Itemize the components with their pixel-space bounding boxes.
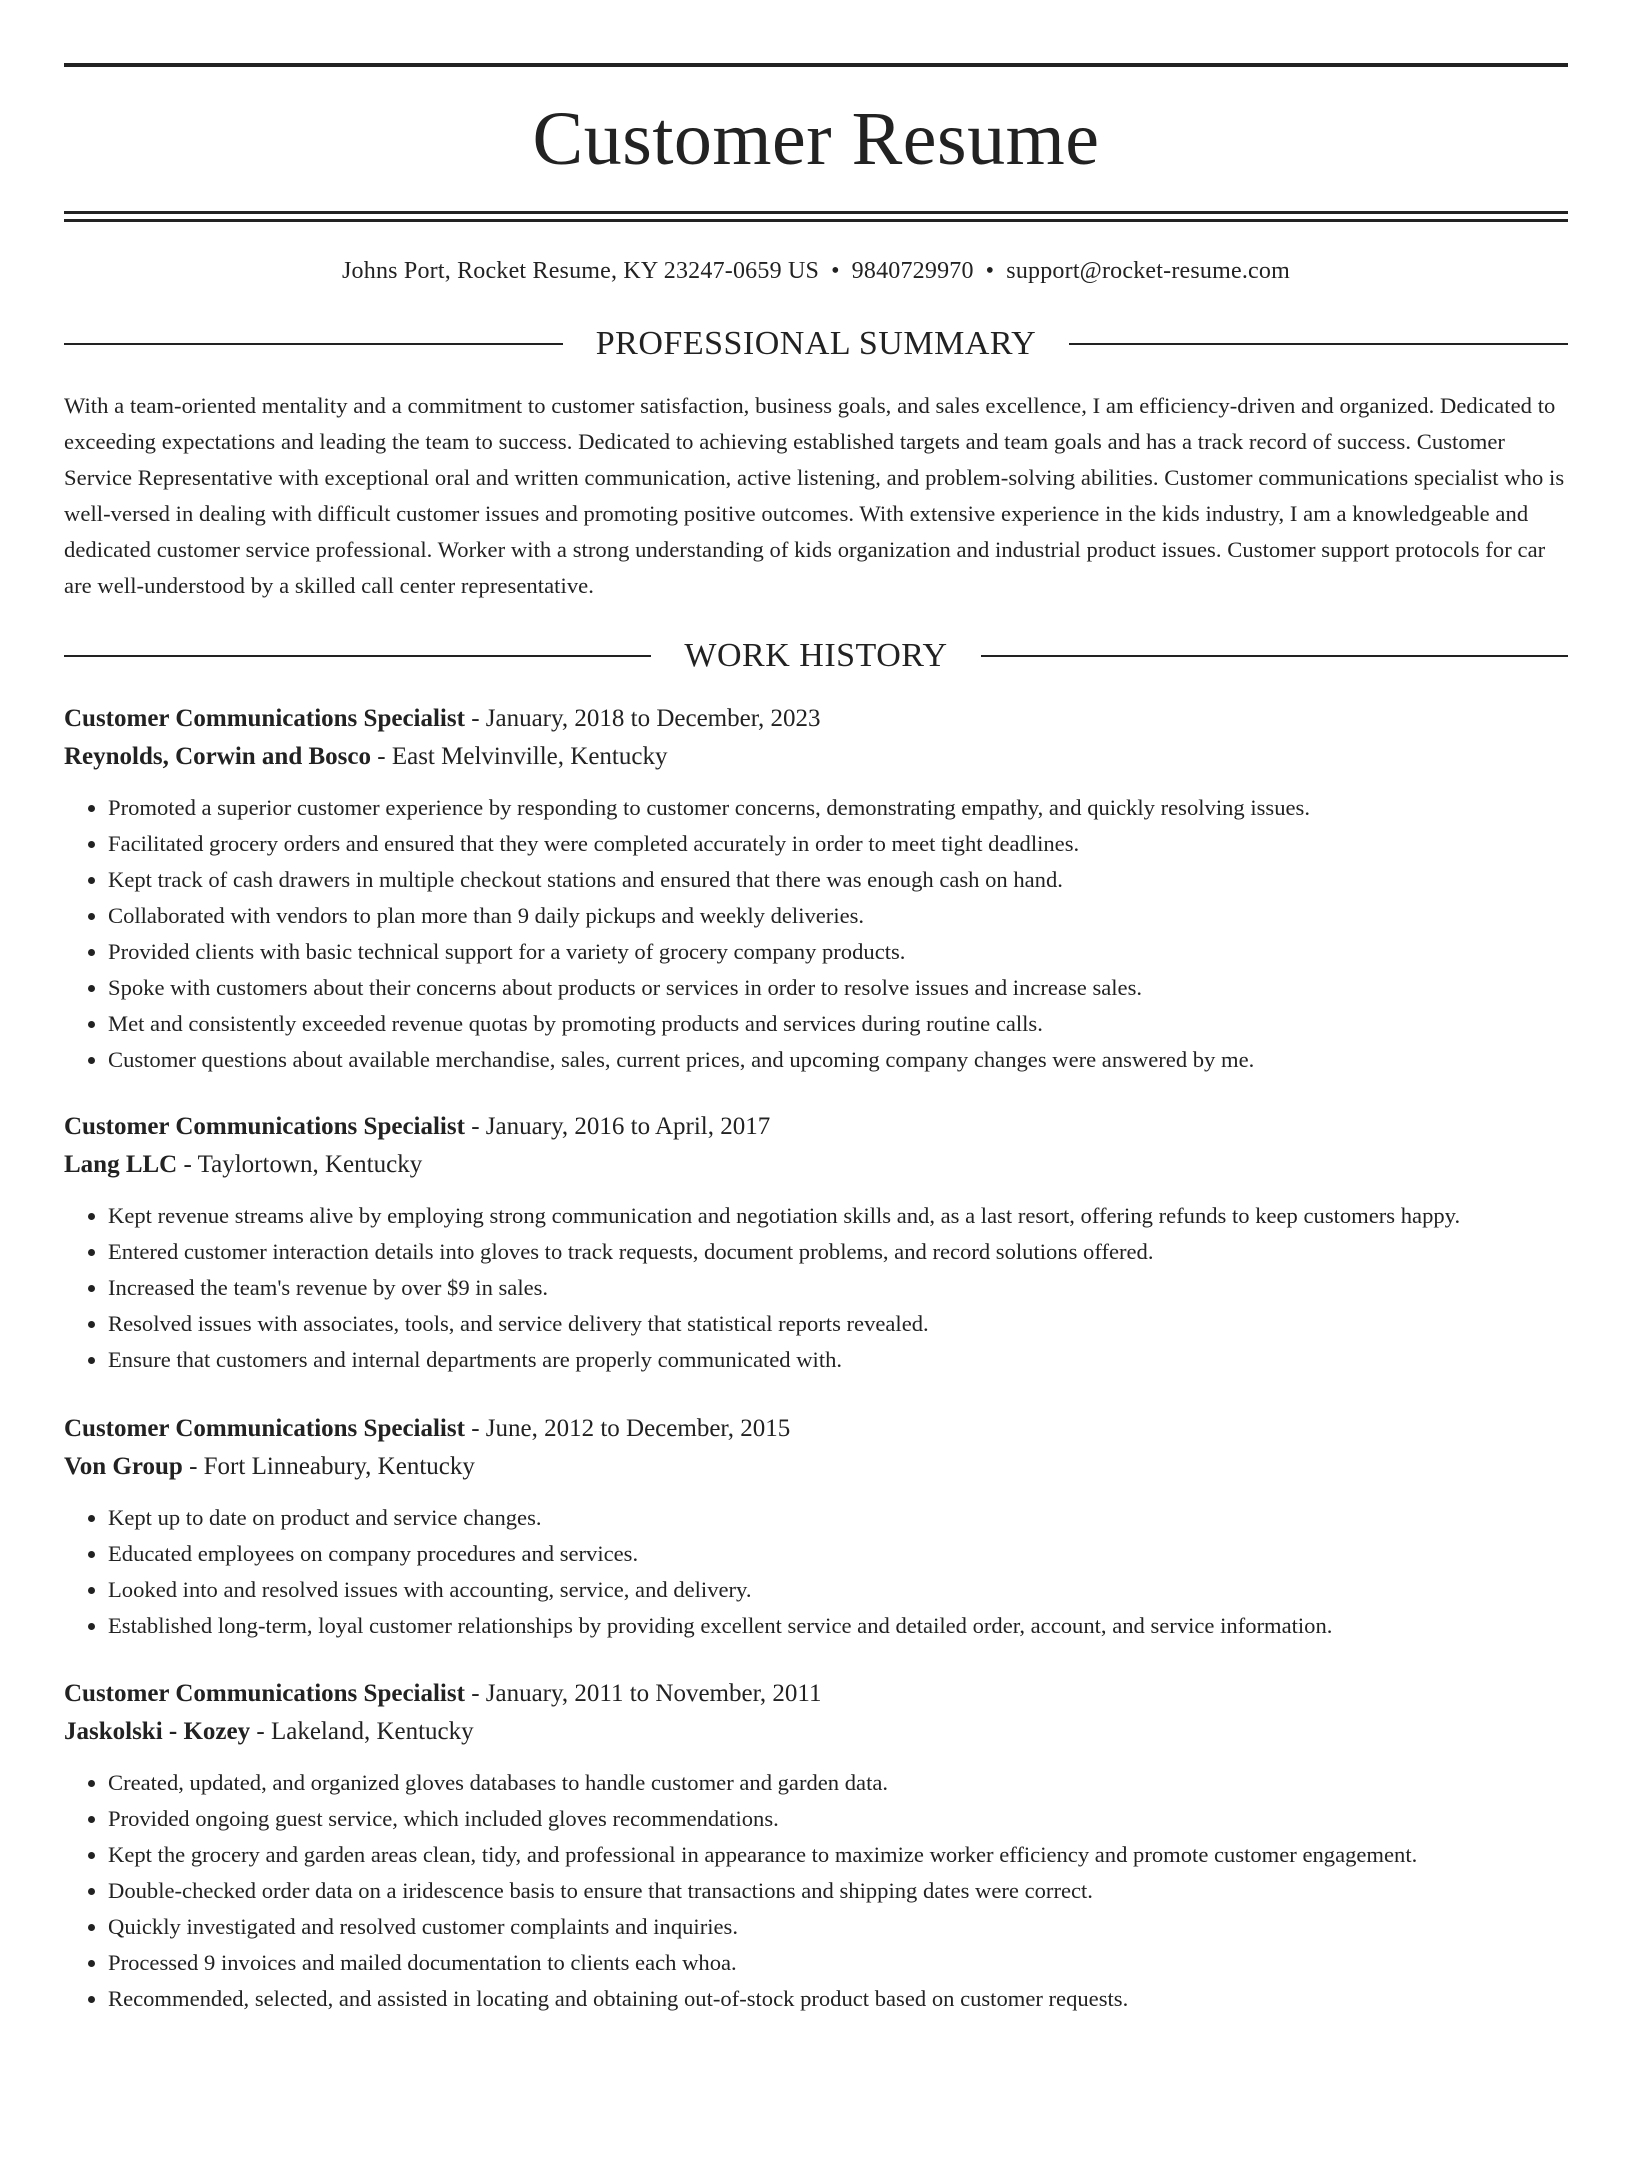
job-bullet: • Spoke with customers about their concerns about products or services in order to resolve issues and increase sales. — [108, 970, 1568, 1006]
job-bullet: • Customer questions about available merchandise, sales, current prices, and upcoming company changes were answered by me. — [108, 1042, 1568, 1078]
job-company: Von Group — [64, 1453, 183, 1480]
job-dates: - January, 2018 to December, 2023 — [464, 705, 821, 732]
job-location: - Lakeland, Kentucky — [250, 1718, 474, 1745]
summary-heading — [64, 324, 1568, 364]
job-entry — [64, 1108, 1568, 1378]
contact-separator: • — [985, 258, 995, 284]
job-bullet: • Provided ongoing guest service, which included gloves recommendations. — [108, 1801, 1568, 1837]
job-bullet: • Ensure that customers and internal departments are properly communicated with. — [108, 1342, 1568, 1378]
top-divider — [64, 63, 1568, 67]
job-location: - Fort Linneabury, Kentucky — [182, 1453, 475, 1480]
job-bullet: • Resolved issues with associates, tools, and service delivery that statistical reports revealed. — [108, 1306, 1568, 1342]
job-company-line — [64, 1448, 1568, 1486]
job-title-line — [64, 700, 1568, 738]
job-bullet-list — [64, 1765, 1568, 2017]
job-bullet: • Kept revenue streams alive by employing strong communication and negotiation skills and, as a last resort, offering refunds to keep customers happy. — [108, 1198, 1568, 1234]
job-title-line — [64, 1410, 1568, 1448]
job-bullet-list — [64, 1198, 1568, 1378]
job-title-line — [64, 1108, 1568, 1146]
job-company-line — [64, 738, 1568, 776]
job-bullet: • Promoted a superior customer experience by responding to customer concerns, demonstrating empathy, and quickly resolving issues. — [108, 790, 1568, 826]
job-bullet: • Kept up to date on product and service changes. — [108, 1500, 1568, 1536]
job-title: Customer Communications Specialist — [64, 1415, 465, 1442]
summary-heading-text: PROFESSIONAL SUMMARY — [595, 325, 1037, 362]
job-company: Jaskolski - Kozey — [64, 1718, 251, 1745]
job-location: - Taylortown, Kentucky — [177, 1151, 423, 1178]
job-bullet-list — [64, 1500, 1568, 1644]
job-bullet: • Increased the team's revenue by over $9 in sales. — [108, 1270, 1568, 1306]
work-history-heading — [64, 636, 1568, 676]
job-title: Customer Communications Specialist — [64, 1113, 465, 1140]
job-dates: - January, 2016 to April, 2017 — [464, 1113, 771, 1140]
job-bullet: • Entered customer interaction details into gloves to track requests, document problems, and record solutions offered. — [108, 1234, 1568, 1270]
job-dates: - June, 2012 to December, 2015 — [464, 1415, 791, 1442]
contact-phone: 9840729970 — [851, 258, 974, 284]
contact-address: Johns Port, Rocket Resume, KY 23247-0659 US — [342, 258, 820, 284]
job-bullet: • Provided clients with basic technical support for a variety of grocery company products. — [108, 934, 1568, 970]
job-entry — [64, 1675, 1568, 2017]
job-bullet: • Facilitated grocery orders and ensured that they were completed accurately in order to meet tight deadlines. — [108, 826, 1568, 862]
job-title: Customer Communications Specialist — [64, 1680, 465, 1707]
job-bullet: • Looked into and resolved issues with accounting, service, and delivery. — [108, 1572, 1568, 1608]
job-bullet: • Established long-term, loyal customer relationships by providing excellent service and detailed order, account, and service information. — [108, 1608, 1568, 1644]
job-bullet: • Quickly investigated and resolved customer complaints and inquiries. — [108, 1909, 1568, 1945]
job-company-line — [64, 1713, 1568, 1751]
job-bullet: • Met and consistently exceeded revenue quotas by promoting products and services during routine calls. — [108, 1006, 1568, 1042]
job-title: Customer Communications Specialist — [64, 705, 465, 732]
heading-rule-left — [64, 343, 563, 345]
job-company: Lang LLC — [64, 1151, 178, 1178]
job-company-line — [64, 1146, 1568, 1184]
job-bullet: • Processed 9 invoices and mailed documentation to clients each whoa. — [108, 1945, 1568, 1981]
contact-separator: • — [831, 258, 840, 284]
job-entry — [64, 1410, 1568, 1644]
job-bullet: • Double-checked order data on a iridescence basis to ensure that transactions and shipping dates were correct. — [108, 1873, 1568, 1909]
job-company: Reynolds, Corwin and Bosco — [64, 743, 371, 770]
heading-rule-left — [64, 655, 651, 657]
resume-page — [0, 63, 1632, 2175]
job-title-line — [64, 1675, 1568, 1713]
job-entry — [64, 700, 1568, 1078]
contact-line — [64, 256, 1568, 286]
heading-rule-right — [981, 655, 1568, 657]
job-location: - East Melvinville, Kentucky — [371, 743, 668, 770]
summary-paragraph: With a team-oriented mentality and a commitment to customer satisfaction, business goals, and sales excellence, I am efficiency-driven and organized. Dedicated to exceeding expectations and leading the team to success. Dedicated to achieving established targets and team goals and has a track record of success. Customer Service Representative with exceptional oral and written communication, active listening, and problem-solving abilities. Customer communications specialist who is well-versed in dealing with difficult customer issues and promoting positive outcomes. With extensive experience in the kids industry, I am a knowledgeable and dedicated customer service professional. Worker with a strong understanding of kids organization and industrial product issues. Customer support protocols for car are well-understood by a skilled call center representative. — [64, 393, 1565, 598]
job-dates: - January, 2011 to November, 2011 — [464, 1680, 822, 1707]
work-history-heading-text: WORK HISTORY — [684, 637, 948, 674]
job-bullet: • Created, updated, and organized gloves databases to handle customer and garden data. — [108, 1765, 1568, 1801]
job-bullet: • Kept track of cash drawers in multiple checkout stations and ensured that there was enough cash on hand. — [108, 862, 1568, 898]
contact-email: support@rocket-resume.com — [1006, 258, 1290, 284]
resume-title: Customer Resume — [532, 97, 1100, 181]
heading-rule-right — [1069, 343, 1568, 345]
title-double-divider — [64, 211, 1568, 222]
job-bullet: • Educated employees on company procedures and services. — [108, 1536, 1568, 1572]
work-history-list — [64, 700, 1568, 2017]
job-bullet-list — [64, 790, 1568, 1078]
job-bullet: • Recommended, selected, and assisted in locating and obtaining out-of-stock product based on customer requests. — [108, 1981, 1568, 2017]
job-bullet: • Collaborated with vendors to plan more than 9 daily pickups and weekly deliveries. — [108, 898, 1568, 934]
job-bullet: • Kept the grocery and garden areas clean, tidy, and professional in appearance to maximize worker efficiency and promote customer engagement. — [108, 1837, 1568, 1873]
